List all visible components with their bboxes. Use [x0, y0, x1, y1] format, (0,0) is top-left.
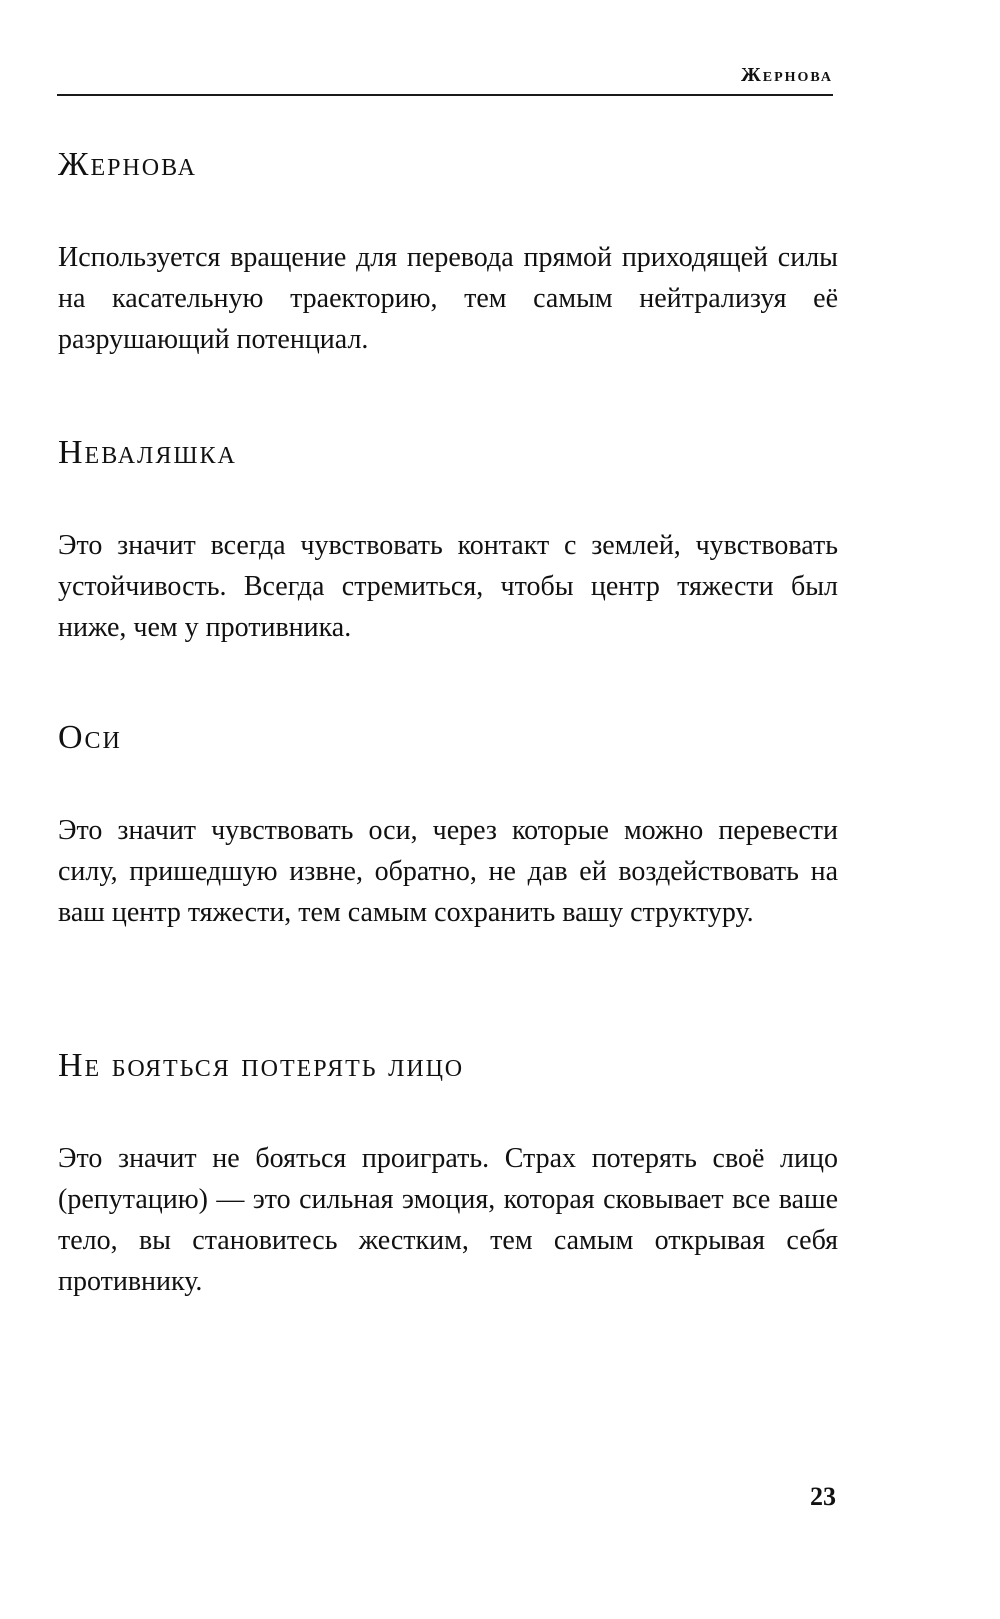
section-paragraph: Это значит чувствовать оси, через которые можно перевести силу, пришедшую извне, обратно, не дав ей воздействовать на ваш центр тяжести, тем самым сохранить вашу структуру. [58, 815, 838, 928]
section-heading: Неваляшка [58, 434, 237, 471]
running-head [57, 64, 833, 96]
section-heading: Жернова [58, 146, 197, 183]
section-ne-boyatsya [58, 1046, 838, 1302]
page-number: 23 [810, 1482, 836, 1511]
section-zhernova [58, 145, 838, 360]
section-paragraph: Это значит всегда чувствовать контакт с землей, чувствовать устойчивость. Всегда стремиться, чтобы центр тяжести был ниже, чем у противника. [58, 530, 838, 643]
section-nevalyashka [58, 433, 838, 648]
running-head-title: Жернова [740, 64, 833, 86]
section-osi [58, 718, 838, 933]
section-paragraph: Используется вращение для перевода прямой приходящей силы на касательную траекторию, тем самым нейтрализуя её разрушающий потенциал. [58, 242, 838, 355]
section-heading: Не бояться потерять лицо [58, 1047, 465, 1084]
section-heading: Оси [58, 719, 122, 756]
section-paragraph: Это значит не бояться проиграть. Страх потерять своё лицо (репутацию) — это сильная эмоция, которая сковывает все ваше тело, вы становитесь жестким, тем самым открывая себя противнику. [58, 1143, 838, 1297]
